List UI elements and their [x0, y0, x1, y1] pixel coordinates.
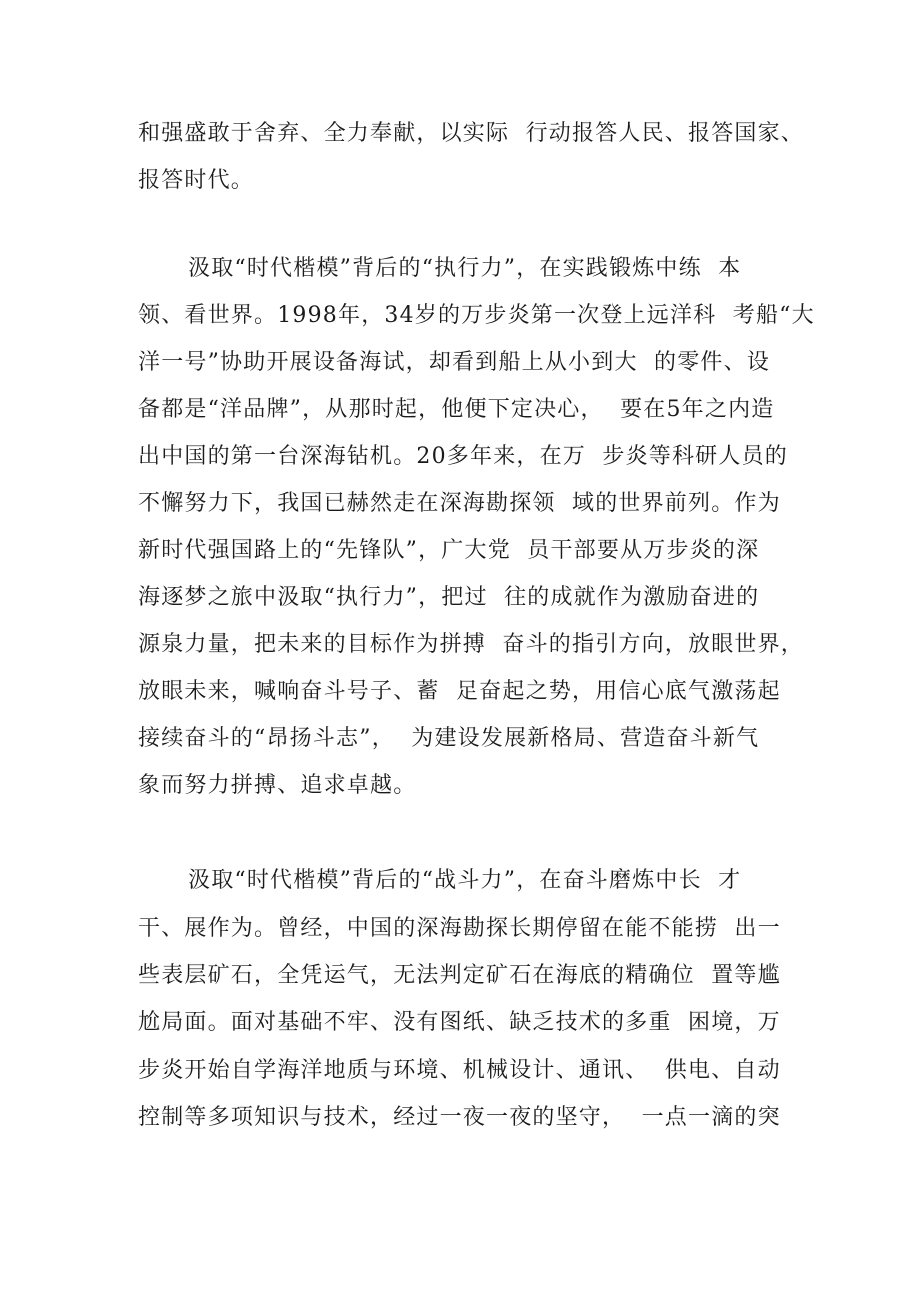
paragraph-line: 汲取“时代楷模”背后的“战斗力”，在奋斗磨炼中长 才 — [188, 868, 742, 893]
paragraph-line: 放眼未来，喊响奋斗号子、蓄 足奋起之势，用信心底气激荡起 — [138, 679, 781, 704]
paragraph-line: 控制等多项知识与技术，经过一夜一夜的坚守， 一点一滴的突 — [138, 1105, 781, 1130]
paragraph-line: 海逐梦之旅中汲取“执行力”，把过 往的成就作为激励奋进的 — [138, 585, 760, 610]
paragraph-line: 不懈努力下，我国已赫然走在深海勘探领 域的世界前列。作为 — [138, 491, 781, 516]
paragraph-line: 汲取“时代楷模”背后的“执行力”，在实践锻炼中练 本 — [188, 256, 742, 281]
paragraph-line: 新时代强国路上的“先锋队”，广大党 员干部要从万步炎的深 — [138, 538, 760, 563]
paragraph-line: 些表层矿石，全凭运气，无法判定矿石在海底的精确位 置等尴 — [138, 963, 781, 988]
paragraph-line: 领、看世界。1998年，34岁的万步炎第一次登上远洋科 考船“大 — [138, 303, 815, 328]
paragraph-line: 报答时代。 — [138, 168, 255, 193]
paragraph-line: 源泉力量，把未来的目标作为拼搏 奋斗的指引方向，放眼世界， — [138, 632, 804, 657]
paragraph-line: 备都是“洋品牌”，从那时起，他便下定决心， 要在5年之内造 — [138, 397, 775, 422]
paragraph-line: 步炎开始自学海洋地质与环境、机械设计、通讯、 供电、自动 — [138, 1058, 781, 1083]
paragraph-line: 象而努力拼搏、追求卓越。 — [138, 773, 417, 798]
paragraph-line: 出中国的第一台深海钻机。20多年来，在万 步炎等科研人员的 — [138, 444, 788, 469]
paragraph-line: 洋一号”协助开展设备海试，却看到船上从小到大 的零件、设 — [138, 350, 771, 375]
paragraph-line: 尬局面。面对基础不牢、没有图纸、缺乏技术的多重 困境，万 — [138, 1010, 781, 1035]
paragraph-line: 接续奋斗的“昂扬斗志”， 为建设发展新格局、营造奋斗新气 — [138, 726, 760, 751]
paragraph-line: 干、展作为。曾经，中国的深海勘探长期停留在能不能捞 出一 — [138, 916, 781, 941]
paragraph-line: 和强盛敢于舍弃、全力奉献，以实际 行动报答人民、报答国家、 — [138, 121, 804, 146]
